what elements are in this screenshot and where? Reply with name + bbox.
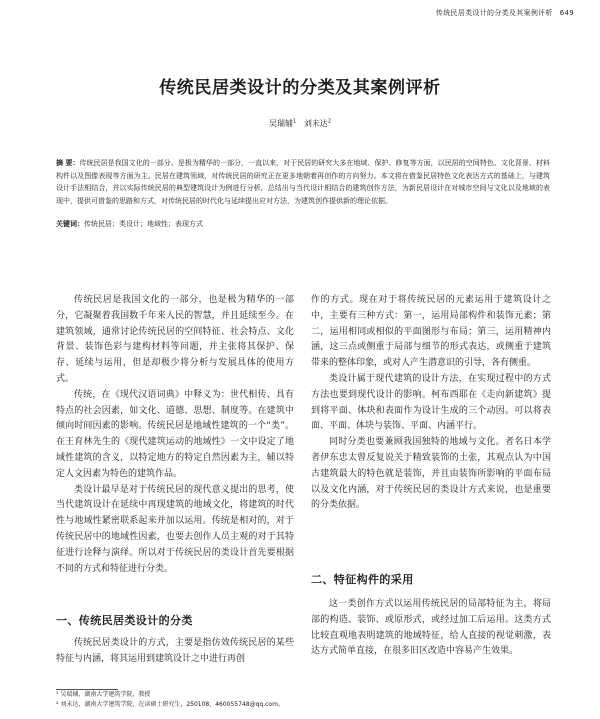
section-heading-1: 一、传统民居类设计的分类 bbox=[56, 614, 193, 627]
abstract-label: 摘 要： bbox=[56, 159, 80, 167]
body-paragraph: 作的方式。现在对于将传统民居的元素运用于建筑设计之中，主要有三种方式：第一，运用局部构件和装饰元素；第二，运用相同或相似的平面图形与布局；第三，运用精神内涵，这三点或侧重于局部与细节的形式表达，或侧重于建筑带来的整体印象，或对人产生潜意识的引导，各有侧重。 bbox=[311, 295, 551, 369]
body-paragraph: 传统民居是我国文化的一部分，也是极为精华的一部分，它凝聚着我国数千年来人民的智慧，并且延续至今。在建筑领域，通常讨论传统民居的空间特征、社会特点、文化背景、装饰色彩与建构材料等问题，并主张将其保护、保存、延续与运用，但是却极少将分析与发展具体的使用方式。 bbox=[56, 295, 294, 384]
right-column bbox=[311, 293, 551, 514]
right-column-continued bbox=[311, 597, 551, 660]
keywords-label: 关键词： bbox=[56, 220, 84, 228]
section-heading-2: 二、特征构件的采用 bbox=[311, 573, 414, 586]
keywords-text: 传统民居；类设计；地域性；表现方式 bbox=[84, 220, 203, 228]
running-header bbox=[436, 8, 574, 18]
author-mark: 2 bbox=[327, 118, 331, 125]
author-name: 吴瑞辅 bbox=[268, 119, 293, 128]
footnote: ² 刘未达，湖南大学建筑学院，在读硕士研究生，250108，460055748@qq.com。 bbox=[56, 701, 284, 708]
body-paragraph: 同时分类也要兼顾我国独特的地域与文化。者名日本学者伊东忠太曾反复说关于精致装饰的土张，其观点认为中国古建筑最大的特色就是装饰，并且由装饰所影响的平面布局以及文化内涵，对于传统民居的类设计方式来说，也是重要的分类依据。 bbox=[311, 437, 551, 511]
left-column-continued bbox=[56, 636, 294, 668]
author-name: 刘未达 bbox=[303, 119, 328, 128]
body-paragraph: 传统民居类设计的方式，主要是指仿效传统民居的某些特征与内涵，将其运用到建筑设计之中进行再创 bbox=[56, 638, 294, 664]
body-paragraph: 传统，在《现代汉语词典》中释义为：世代相传、具有特点的社会因素，如文化、道德、思想、制度等。在建筑中倾向时间因素的影响。传统民居是地域性建筑的一个“类”。在王育林先生的《现代建筑运动的地域性》一文中设定了地域性建筑的含义，以特定地方的特定自然因素为主，辅以特定人文因素为特色的建筑作品。 bbox=[56, 389, 294, 479]
page-number: 649 bbox=[559, 9, 574, 17]
author-mark: 1 bbox=[292, 118, 297, 125]
author-line bbox=[0, 118, 600, 129]
footnotes bbox=[56, 690, 316, 710]
running-title: 传统民居类设计的分类及其案例评析 bbox=[435, 9, 553, 17]
body-paragraph: 类设计属于现代建筑的设计方法，在实现过程中的方式方法也要到现代设计的影响。柯布西耶在《走向新建筑》提到将平面、体块和表面作为设计生成的三个动因。可以将表面、平面、体块与装饰、平面、内涵平行。 bbox=[311, 373, 551, 432]
body-paragraph: 这一类创作方式以运用传统民居的局部特征为主，将局部的构造、装饰、或原形式，或经过加工后运用。这类方式比较直观地表明建筑的地域特征，给人直接的视觉刺激，表达方式简单直接，在很多旧区改造中容易产生效果。 bbox=[311, 599, 551, 657]
abstract-text: 传统民居是我国文化的一部分。是极为精华的一部分，一直以来，对于民居的研究大多在地域、保护、修复等方面，以民居的空间特色、文化背景、材料构件以及图像表现等方面为主。民居在建筑领域，对传统民居的研究正在更多地朝着再创作的方向努力。本文将在借鉴民居特色文化表达方式的基础上，与建筑设计手法相结合，并以实际传统民居的典型建筑设计为例进行分析，总结出与当代设计相结合的建筑创作方法，为新民居设计在对城市空间与文化以及地域的表现中，提供可借鉴的思路和方式，对传统民居的时代化与延续提出应对方法，为建筑创作提供新的理论依据。 bbox=[56, 159, 551, 205]
body-paragraph: 类设计最早是对于传统民居的现代意义提出的思考，使当代建筑设计在延续中再现建筑的地域文化，将建筑的时代性与地域性紧密联系起来并加以运用。传统是相对的，对于传统民居中的地域性因素，也要去创作人员主观的对于其特征进行诠释与演绎。所以对于传统民居的类设计首先要根据不同的方式和特征进行分类。 bbox=[56, 484, 294, 574]
abstract bbox=[56, 157, 550, 207]
left-column bbox=[56, 293, 294, 577]
paper-title: 传统民居类设计的分类及其案例评析 bbox=[159, 78, 441, 98]
footnote: ¹ 吴瑞辅，湖南大学建筑学院，教授 bbox=[56, 691, 151, 698]
keywords bbox=[56, 218, 550, 230]
